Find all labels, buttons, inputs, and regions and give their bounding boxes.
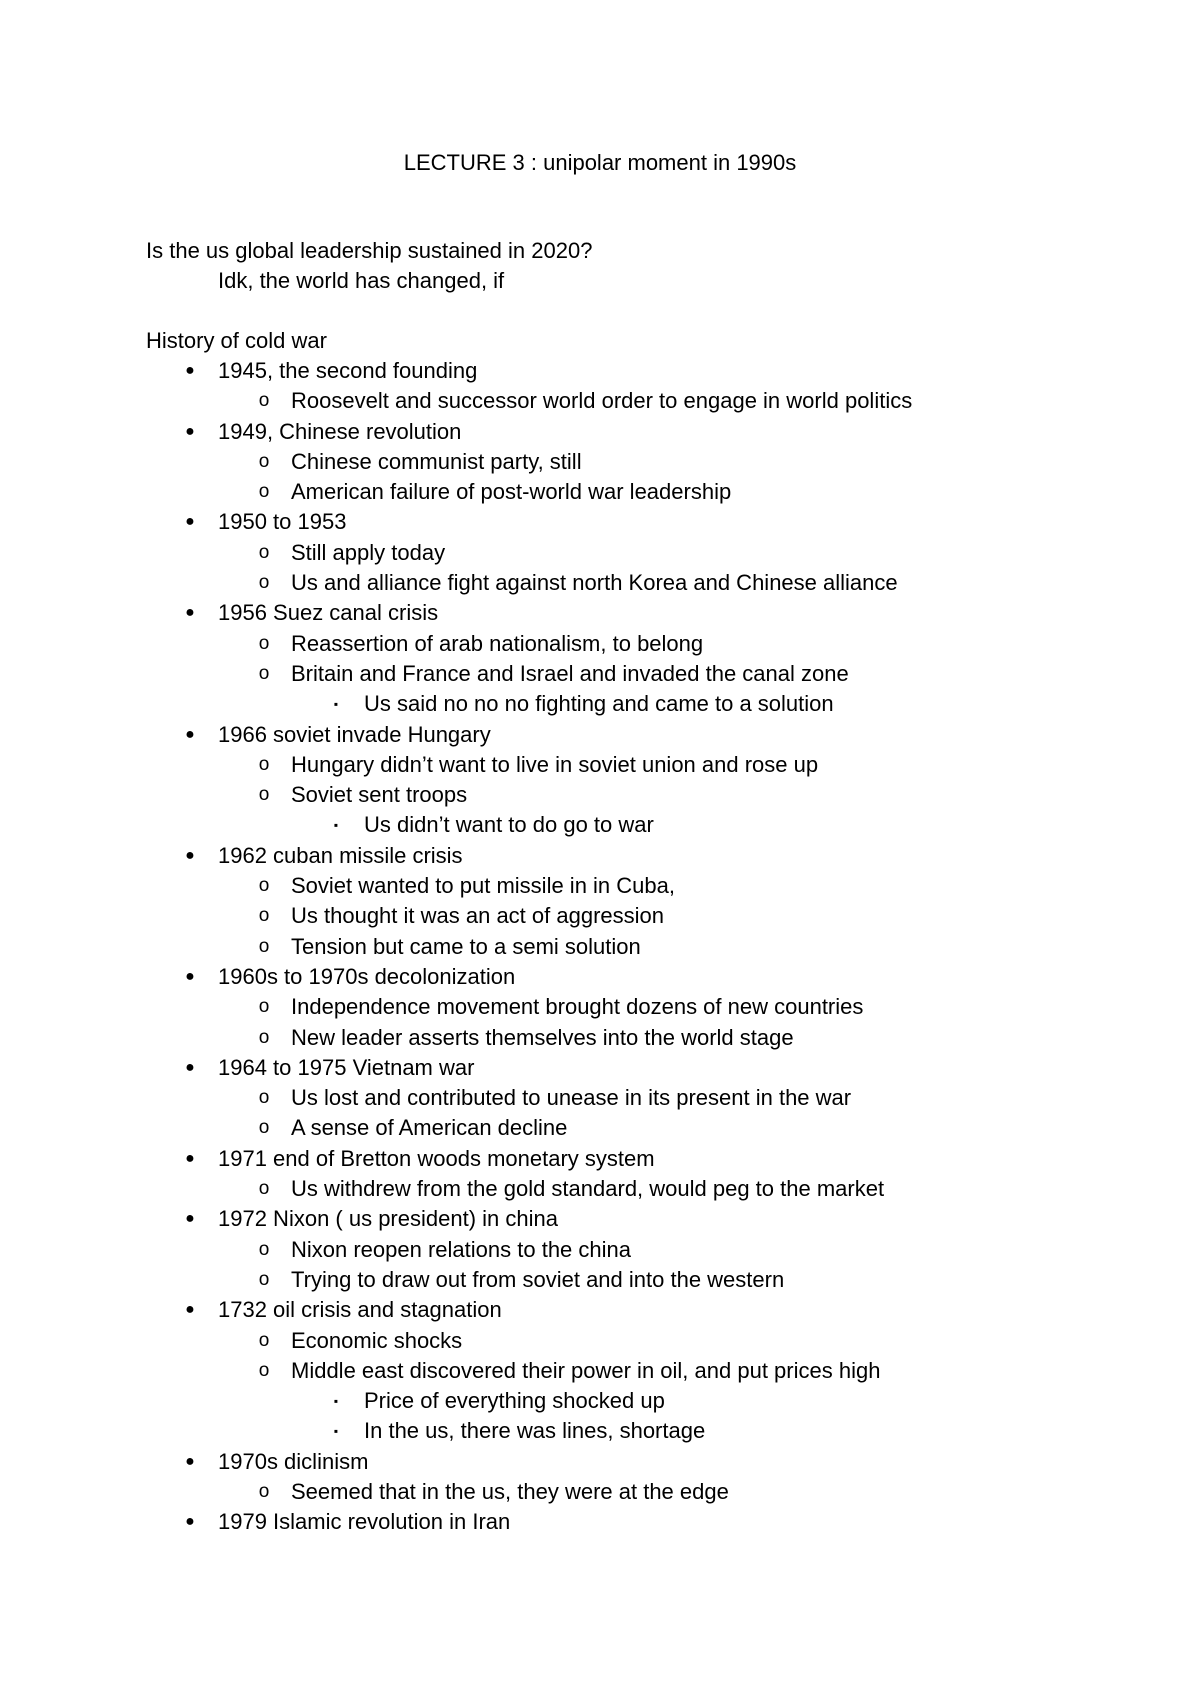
outline-item-level-1 [0, 356, 1200, 386]
circle-bullet-icon: o [258, 996, 270, 1018]
outline-item-text: American failure of post-world war leadership [291, 479, 732, 505]
outline-item-level-1 [0, 1144, 1200, 1174]
outline-item-text: 1971 end of Bretton woods monetary system [218, 1145, 655, 1171]
circle-bullet-icon: o [258, 541, 270, 563]
outline-item-text: Roosevelt and successor world order to engage in world politics [291, 388, 913, 414]
outline-item-level-2 [0, 538, 1200, 568]
outline-item-text: Price of everything shocked up [364, 1388, 665, 1414]
outline-item-text: 1732 oil crisis and stagnation [218, 1297, 502, 1323]
square-bullet-icon: ▪ [333, 1394, 339, 1409]
outline-item-level-2 [0, 568, 1200, 598]
circle-bullet-icon: o [258, 390, 270, 412]
outline-item-level-2 [0, 1326, 1200, 1356]
outline-item-text: New leader asserts themselves into the world stage [291, 1024, 794, 1050]
outline-item-text: Middle east discovered their power in oil, and put prices high [291, 1357, 881, 1383]
outline-list [0, 356, 1200, 1538]
outline-item-text: 1979 Islamic revolution in Iran [218, 1509, 511, 1535]
circle-bullet-icon: o [258, 1117, 270, 1139]
outline-item-text: 1970s diclinism [218, 1448, 369, 1474]
bullet-icon: ● [185, 725, 195, 743]
outline-item-level-1 [0, 598, 1200, 628]
bullet-icon: ● [185, 846, 195, 864]
outline-item-level-1 [0, 962, 1200, 992]
outline-item-text: Trying to draw out from soviet and into the western [291, 1266, 785, 1292]
circle-bullet-icon: o [258, 1178, 270, 1200]
outline-item-text: 1962 cuban missile crisis [218, 842, 463, 868]
outline-item-text: 1945, the second founding [218, 358, 478, 383]
circle-bullet-icon: o [258, 1238, 270, 1260]
outline-item-level-2 [0, 447, 1200, 477]
outline-item-text: 1972 Nixon ( us president) in china [218, 1206, 558, 1232]
bullet-icon: ● [185, 1058, 195, 1076]
outline-item-text: In the us, there was lines, shortage [364, 1418, 706, 1444]
outline-item-level-3 [0, 810, 1200, 840]
bullet-icon: ● [185, 1210, 195, 1228]
outline-item-level-1 [0, 1053, 1200, 1083]
outline-item-text: Us lost and contributed to unease in its present in the war [291, 1085, 852, 1111]
circle-bullet-icon: o [258, 1026, 270, 1048]
outline-item-text: Us and alliance fight against north Korea and Chinese alliance [291, 570, 898, 596]
outline-item-text: Soviet sent troops [291, 782, 468, 808]
outline-item-text: Seemed that in the us, they were at the edge [291, 1478, 729, 1504]
outline-item-text: Us didn’t want to do go to war [364, 812, 654, 838]
outline-item-text: Us withdrew from the gold standard, would peg to the market [291, 1176, 885, 1202]
outline-item-level-2 [0, 1023, 1200, 1053]
outline-item-text: Nixon reopen relations to the china [291, 1236, 631, 1262]
circle-bullet-icon: o [258, 1480, 270, 1502]
section-heading: History of cold war [146, 328, 327, 353]
outline-item-text: Hungary didn’t want to live in soviet union and rose up [291, 751, 819, 777]
circle-bullet-icon: o [258, 481, 270, 503]
outline-item-text: 1949, Chinese revolution [218, 418, 462, 444]
outline-item-level-3 [0, 1416, 1200, 1446]
document-title: LECTURE 3 : unipolar moment in 1990s [403, 150, 797, 175]
square-bullet-icon: ▪ [333, 818, 339, 833]
outline-item-text: Us thought it was an act of aggression [291, 903, 664, 929]
outline-item-level-1 [0, 841, 1200, 871]
outline-item-level-2 [0, 932, 1200, 962]
bullet-icon: ● [185, 1149, 195, 1167]
outline-item-level-1 [0, 1204, 1200, 1234]
outline-item-level-2 [0, 1356, 1200, 1386]
outline-item-level-2 [0, 1477, 1200, 1507]
outline-item-text: Independence movement brought dozens of new countries [291, 994, 864, 1020]
outline-item-text: 1956 Suez canal crisis [218, 600, 439, 626]
outline-item-text: 1950 to 1953 [218, 509, 347, 535]
outline-item-level-2 [0, 901, 1200, 931]
outline-item-text: Tension but came to a semi solution [291, 933, 641, 959]
bullet-icon: ● [185, 362, 195, 379]
outline-item-level-1 [0, 1507, 1200, 1537]
outline-item-level-1 [0, 1447, 1200, 1477]
outline-item-text: Britain and France and Israel and invaded the canal zone [291, 660, 849, 686]
outline-item-text: Reassertion of arab nationalism, to belong [291, 630, 704, 656]
outline-item-text: 1964 to 1975 Vietnam war [218, 1054, 475, 1080]
outline-item-level-2 [0, 659, 1200, 689]
circle-bullet-icon: o [258, 1359, 270, 1381]
bullet-icon: ● [185, 422, 195, 440]
outline-item-level-2 [0, 871, 1200, 901]
outline-item-level-1 [0, 1295, 1200, 1325]
circle-bullet-icon: o [258, 662, 270, 684]
outline-item-level-3 [0, 1386, 1200, 1416]
circle-bullet-icon: o [258, 784, 270, 806]
circle-bullet-icon: o [258, 935, 270, 957]
outline-item-level-2 [0, 750, 1200, 780]
outline-item-text: Chinese communist party, still [291, 448, 582, 474]
bullet-icon: ● [185, 513, 195, 531]
outline-item-level-2 [0, 1265, 1200, 1295]
bullet-icon: ● [185, 1513, 195, 1531]
outline-item-text: A sense of American decline [291, 1115, 568, 1141]
circle-bullet-icon: o [258, 572, 270, 594]
outline-item-level-2 [0, 629, 1200, 659]
answer-line: Idk, the world has changed, if [218, 268, 505, 293]
outline-item-level-2 [0, 1083, 1200, 1113]
circle-bullet-icon: o [258, 1329, 270, 1351]
outline-item-level-2 [0, 780, 1200, 810]
outline-item-text: Us said no no no fighting and came to a solution [364, 691, 834, 717]
bullet-icon: ● [185, 1301, 195, 1319]
circle-bullet-icon: o [258, 1087, 270, 1109]
outline-item-text: 1960s to 1970s decolonization [218, 963, 516, 989]
square-bullet-icon: ▪ [333, 697, 339, 712]
outline-item-level-1 [0, 507, 1200, 537]
outline-item-text: Still apply today [291, 539, 446, 565]
bullet-icon: ● [185, 967, 195, 985]
outline-item-level-2 [0, 477, 1200, 507]
outline-item-level-3 [0, 689, 1200, 719]
outline-item-level-1 [0, 417, 1200, 447]
outline-item-level-2 [0, 1113, 1200, 1143]
outline-item-level-2 [0, 386, 1200, 416]
bullet-icon: ● [185, 1452, 195, 1470]
square-bullet-icon: ▪ [333, 1424, 339, 1439]
outline-item-text: Economic shocks [291, 1327, 463, 1353]
circle-bullet-icon: o [258, 450, 270, 472]
outline-item-level-2 [0, 1174, 1200, 1204]
outline-item-text: 1966 soviet invade Hungary [218, 721, 491, 747]
circle-bullet-icon: o [258, 753, 270, 775]
outline-item-text: Soviet wanted to put missile in in Cuba, [291, 873, 675, 899]
circle-bullet-icon: o [258, 875, 270, 897]
bullet-icon: ● [185, 604, 195, 622]
outline-item-level-1 [0, 720, 1200, 750]
circle-bullet-icon: o [258, 905, 270, 927]
outline-item-level-2 [0, 992, 1200, 1022]
circle-bullet-icon: o [258, 1268, 270, 1290]
outline-item-level-2 [0, 1235, 1200, 1265]
circle-bullet-icon: o [258, 632, 270, 654]
question-line: Is the us global leadership sustained in 2020? [146, 238, 593, 263]
